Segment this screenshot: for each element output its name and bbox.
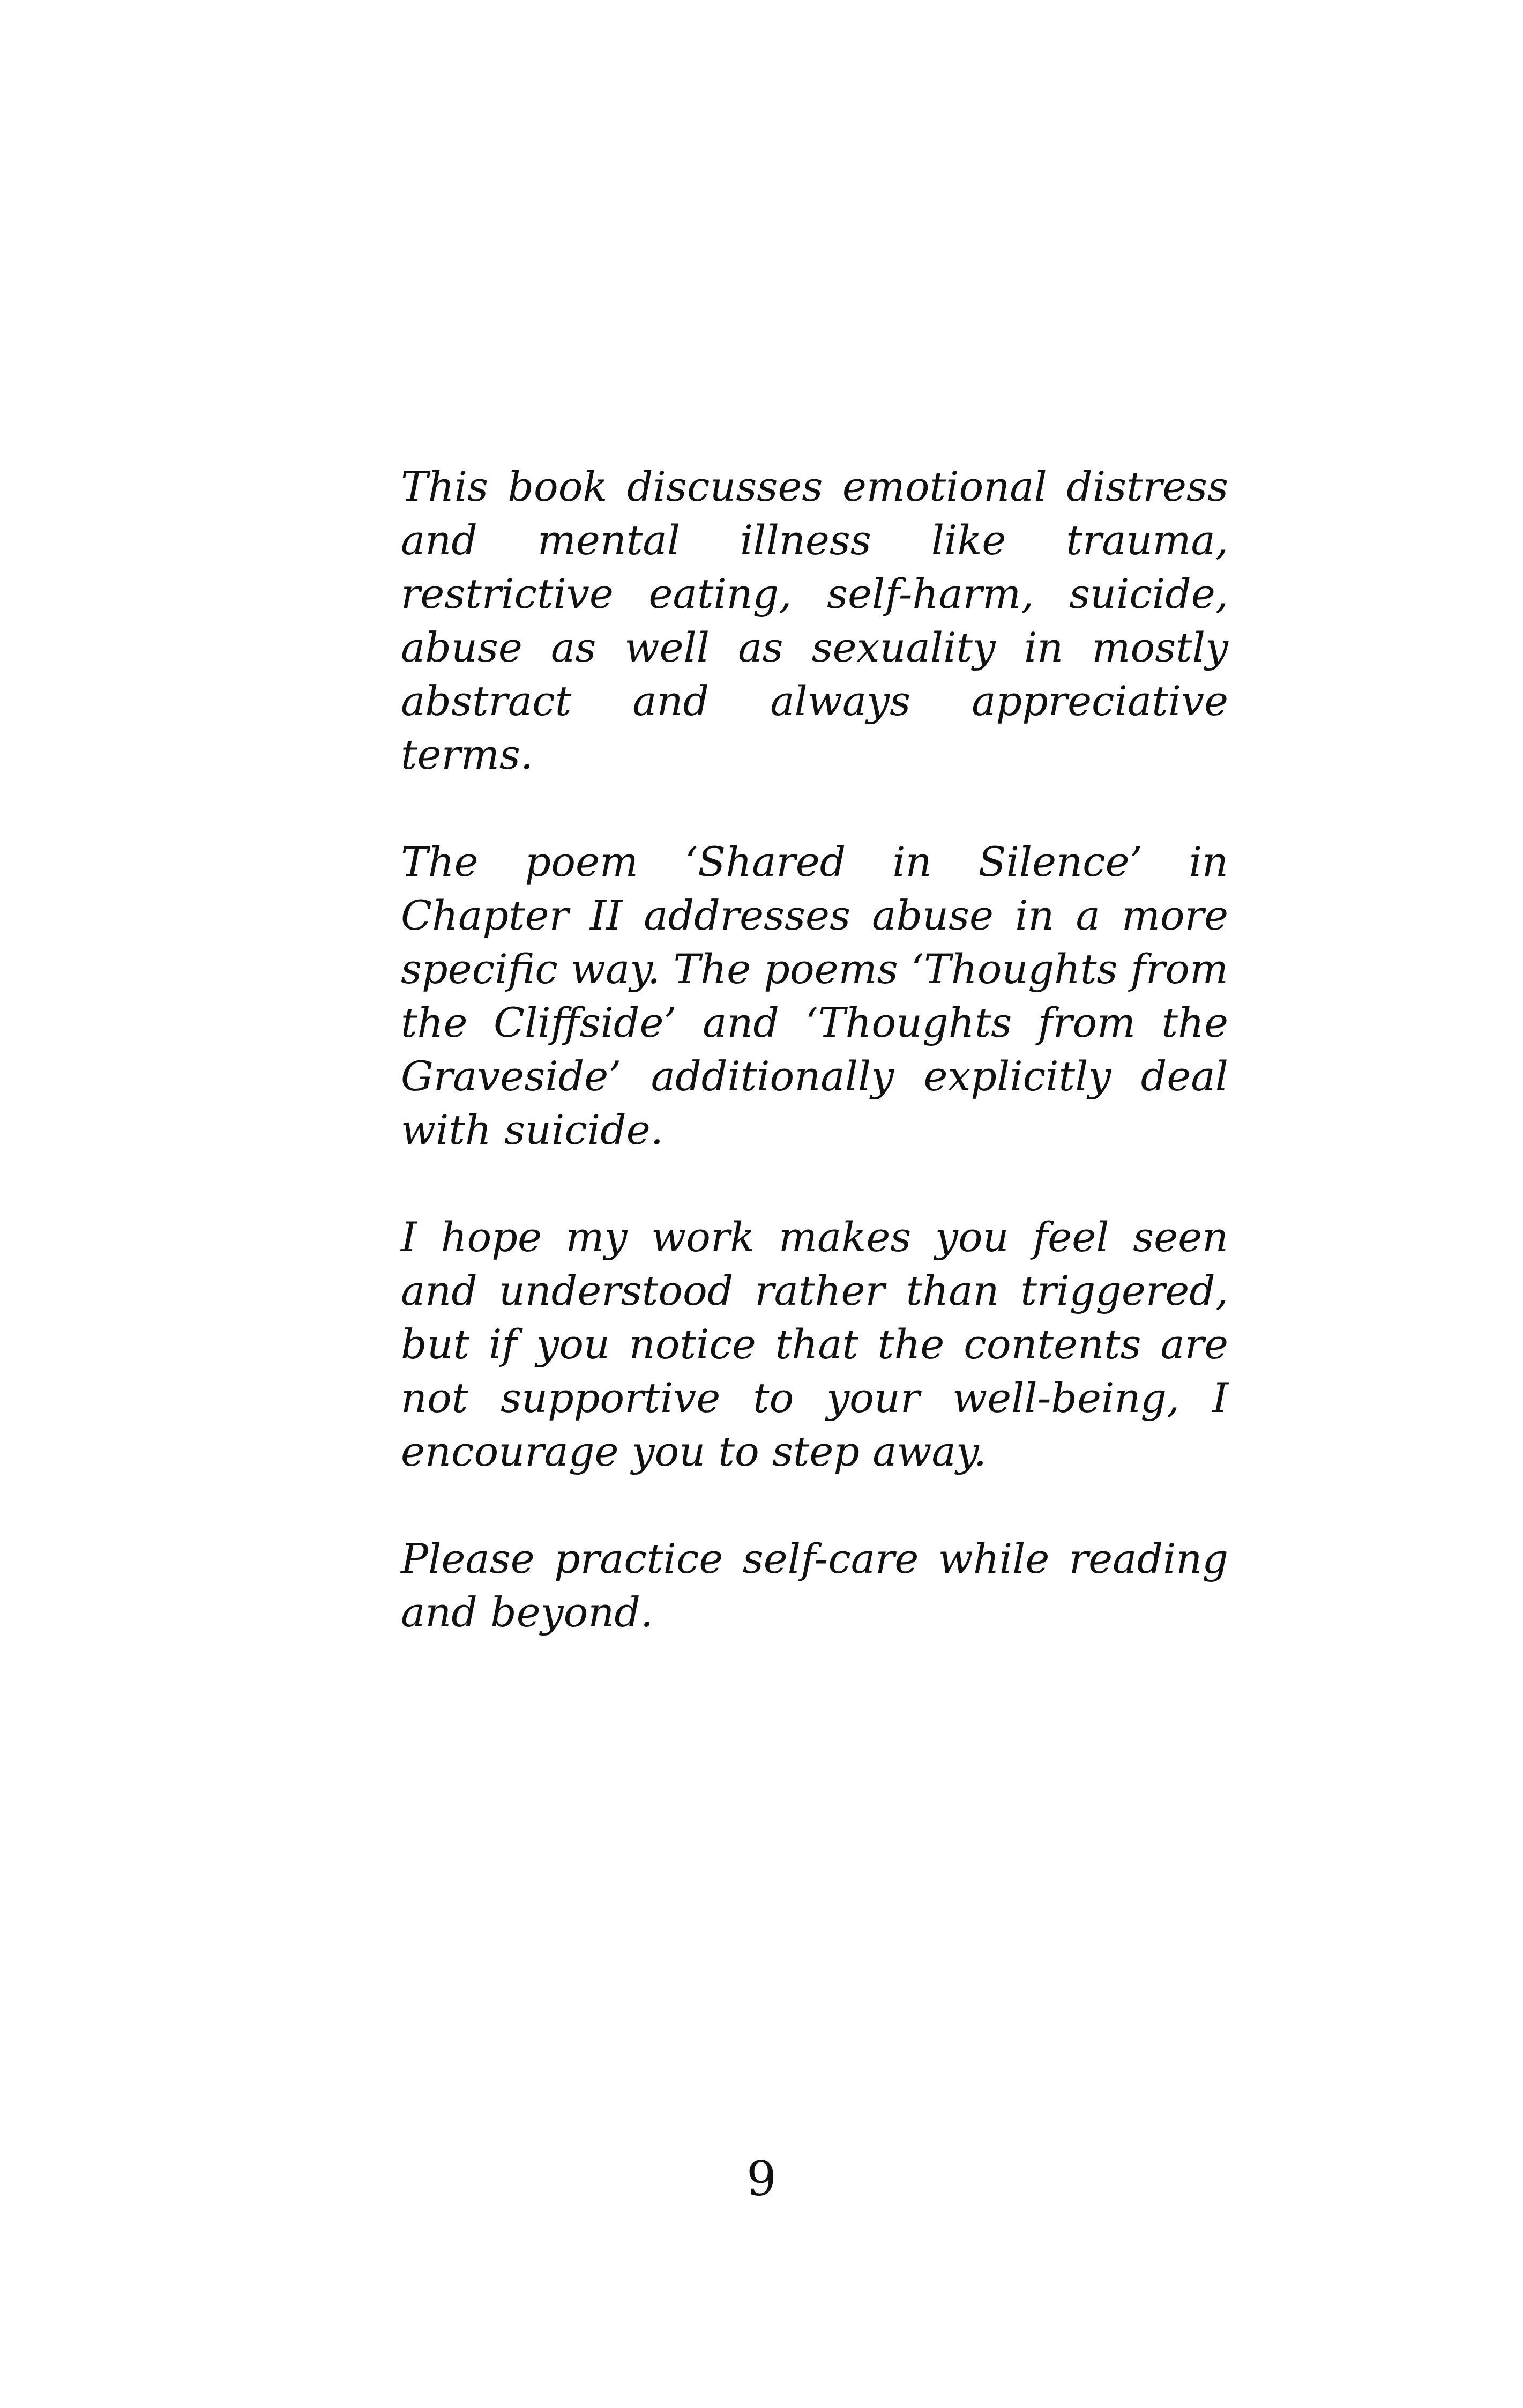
page-number: 9 [746, 2151, 777, 2206]
paragraph-reader-advice: I hope my work makes you feel seen and understood rather than triggered, but if you notice that the contents are not supportive to your well-being, I encourage you to step away. [401, 1213, 1228, 1475]
paragraph-specific-poems: The poem ‘Shared in Silence’ in Chapter II addresses abuse in a more specific way. The poems ‘Thoughts from the Cliffside’ and ‘Thoughts from the Graveside’ additionally explicitly deal with suicide. [401, 838, 1228, 1154]
paragraph-self-care: Please practice self-care while reading and beyond. [401, 1535, 1228, 1636]
content-warning-text [401, 460, 1228, 1693]
paragraph-content-overview: This book discusses emotional distress and mental illness like trauma, restrictive eating, self-harm, suicide, abuse as well as sexuality in mostly abstract and always appreciative terms. [401, 463, 1228, 778]
